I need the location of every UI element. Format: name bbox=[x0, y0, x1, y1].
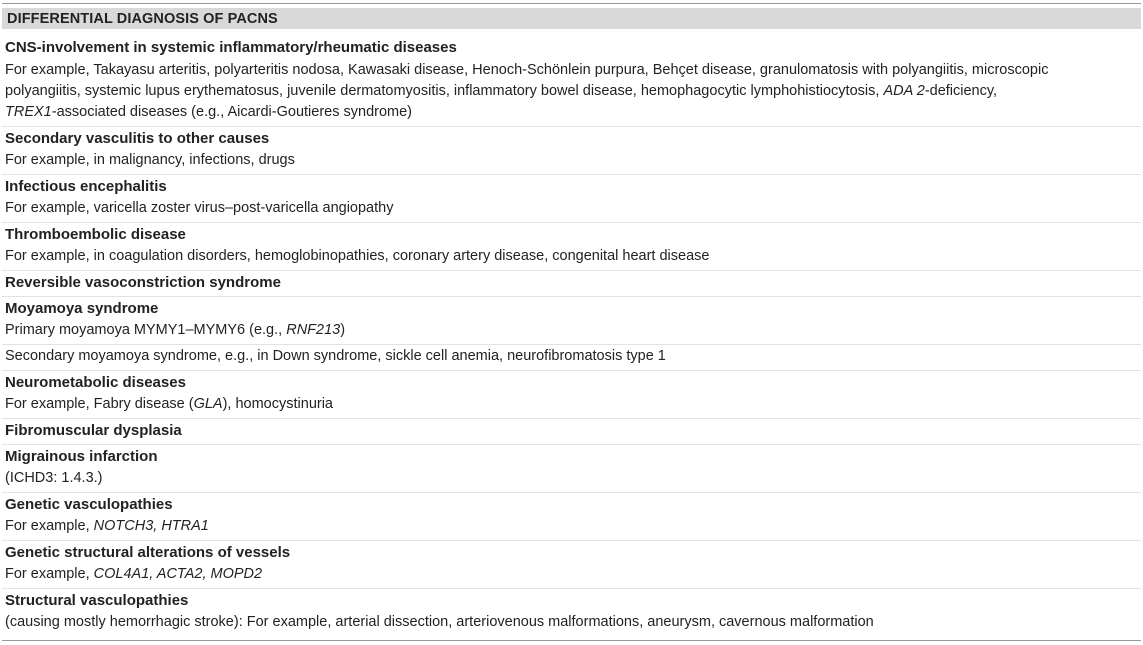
section-text: For example, NOTCH3, HTRA1 bbox=[5, 518, 209, 534]
section-title: Infectious encephalitis bbox=[5, 178, 167, 195]
section-text: For example, Takayasu arteritis, polyarteritis nodosa, Kawasaki disease, Henoch-Schönlein purpura, Behçet disease, granulomatosis with polyangiitis, microscopic bbox=[5, 62, 1049, 78]
table-bottom-rule bbox=[2, 640, 1141, 641]
section-text: TREX1-associated diseases (e.g., Aicardi-Goutieres syndrome) bbox=[5, 104, 412, 120]
section-title: Secondary vasculitis to other causes bbox=[5, 130, 270, 147]
section-text: (causing mostly hemorrhagic stroke): For example, arterial dissection, arteriovenous malformations, aneurysm, cavernous malformation bbox=[5, 614, 874, 630]
section-text: polyangiitis, systemic lupus erythematosus, juvenile dermatomyositis, inflammatory bowel disease, hemophagocytic lymphohistiocytosis, ADA 2-deficiency, bbox=[5, 83, 998, 99]
section-text: For example, Fabry disease (GLA), homocystinuria bbox=[5, 396, 333, 412]
table-header-title: DIFFERENTIAL DIAGNOSIS OF PACNS bbox=[7, 11, 278, 27]
row-divider bbox=[2, 588, 1141, 589]
row-divider bbox=[2, 444, 1141, 445]
row-divider bbox=[2, 296, 1141, 297]
row-divider bbox=[2, 344, 1141, 345]
section-title: CNS-involvement in systemic inflammatory/rheumatic diseases bbox=[5, 39, 457, 56]
row-divider bbox=[2, 126, 1141, 127]
table-header bbox=[2, 8, 1141, 29]
section-text: For example, varicella zoster virus–post-varicella angiopathy bbox=[5, 200, 394, 216]
row-divider bbox=[2, 540, 1141, 541]
row-divider bbox=[2, 270, 1141, 271]
section-title: Structural vasculopathies bbox=[5, 592, 189, 609]
row-divider bbox=[2, 174, 1141, 175]
section-text: Primary moyamoya MYMY1–MYMY6 (e.g., RNF213) bbox=[5, 322, 346, 338]
section-text: Secondary moyamoya syndrome, e.g., in Down syndrome, sickle cell anemia, neurofibromatosis type 1 bbox=[5, 348, 666, 364]
gene-name: ADA 2 bbox=[883, 83, 925, 99]
row-divider bbox=[2, 370, 1141, 371]
section-title: Genetic vasculopathies bbox=[5, 496, 173, 513]
section-title: Moyamoya syndrome bbox=[5, 300, 159, 317]
section-title: Fibromuscular dysplasia bbox=[5, 422, 182, 439]
section-text: For example, in coagulation disorders, hemoglobinopathies, coronary artery disease, congenital heart disease bbox=[5, 248, 710, 264]
section-title: Migrainous infarction bbox=[5, 448, 158, 465]
section-text: For example, COL4A1, ACTA2, MOPD2 bbox=[5, 566, 263, 582]
row-divider bbox=[2, 492, 1141, 493]
gene-name: TREX1 bbox=[5, 104, 52, 120]
section-title: Neurometabolic diseases bbox=[5, 374, 186, 391]
section-title: Thromboembolic disease bbox=[5, 226, 186, 243]
gene-name: NOTCH3, HTRA1 bbox=[93, 518, 209, 534]
section-text: (ICHD3: 1.4.3.) bbox=[5, 470, 103, 486]
gene-name: COL4A1, ACTA2, MOPD2 bbox=[93, 566, 263, 582]
section-text: For example, in malignancy, infections, drugs bbox=[5, 152, 295, 168]
gene-name: RNF213 bbox=[286, 322, 341, 338]
row-divider bbox=[2, 418, 1141, 419]
row-divider bbox=[2, 222, 1141, 223]
section-title: Genetic structural alterations of vessels bbox=[5, 544, 291, 561]
section-title: Reversible vasoconstriction syndrome bbox=[5, 274, 281, 291]
table-top-rule bbox=[2, 3, 1141, 4]
gene-name: GLA bbox=[193, 396, 223, 412]
